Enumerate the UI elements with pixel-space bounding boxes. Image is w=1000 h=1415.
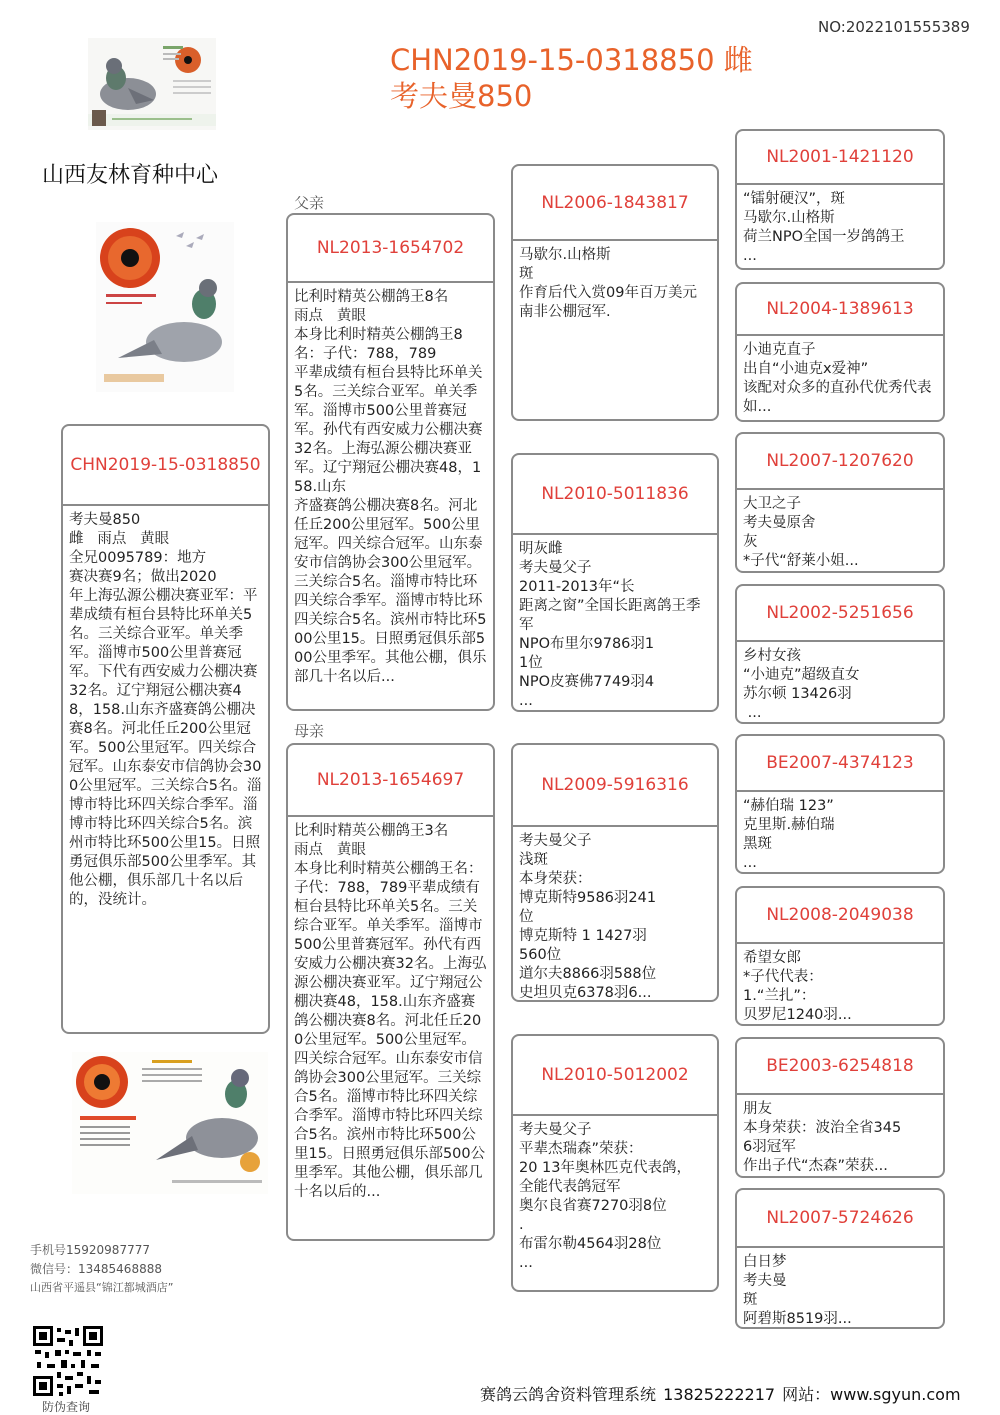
ancestor-poster-image <box>72 1052 268 1194</box>
great-grandparent-details: 希望女郎 *子代代表： 1.“兰扎”： 贝罗尼1240羽... <box>743 950 852 1023</box>
grandparent-details: 考夫曼父子 浅斑 本身荣获： 博克斯特9586羽241 位 博克斯特 1 1427羽 560位 道尔夫8866羽588位 史坦贝克6378羽6... <box>519 833 657 1001</box>
great-grandparent-details: 白日梦 考夫曼 斑 阿碧斯8519羽... <box>743 1254 852 1327</box>
grandparent-card-3 <box>511 743 719 1002</box>
great-grandparent-ring: NL2001-1421120 <box>737 131 943 185</box>
pigeon-poster-image <box>96 222 234 392</box>
great-grandparent-details: “镭射硬汉”，斑 马歇尔.山格斯 荷兰NPO全国一岁鸽鸽王 ... <box>743 191 905 264</box>
qr-code[interactable] <box>33 1326 103 1396</box>
mother-card <box>286 743 495 1241</box>
subject-ring: CHN2019-15-0318850 <box>63 426 268 506</box>
subject-card <box>61 424 270 1034</box>
great-grandparent-ring: NL2004-1389613 <box>737 284 943 336</box>
grandparent-card-4 <box>511 1034 719 1292</box>
great-grandparent-card-4 <box>735 584 945 724</box>
contact-address: 山西省平遥县“锦江都城酒店” <box>30 1281 174 1294</box>
great-grandparent-details: “赫伯瑞 123” 克里斯.赫伯瑞 黑斑 ... <box>743 798 835 871</box>
father-details: 比利时精英公棚鸽王8名 雨点 黄眼 本身比利时精英公棚鸽王8名：子代：788，789 平辈成绩有桓台县特比环单关5名。三关综合亚军。单关季军。淄博市500公里普赛冠军。孙代有西安威力公棚决赛32名。上海弘源公棚决赛亚军。辽宁翔冠公棚决赛48，158.山东 齐盛赛鸽公棚决赛8名。河北任丘200公里冠军。500公里冠军。四关综合冠军。山东泰安市信鸽协会300公里冠军。三关综合5名。淄博市特比环四关综合季军。淄博市特比环四关综合5名。滨州市特比环500公里15。日照勇冠俱乐部500公里季军。其他公棚，俱乐部几十名以后... <box>294 289 487 685</box>
great-grandparent-ring: NL2008-2049038 <box>737 888 943 944</box>
title-pigeon-name: 考夫曼850 <box>390 79 533 113</box>
document-number: NO:2022101555389 <box>818 18 970 36</box>
grandparent-ring: NL2006-1843817 <box>513 166 717 241</box>
pigeon-title <box>390 42 753 114</box>
great-grandparent-card-7 <box>735 1037 945 1178</box>
father-label: 父亲 <box>294 194 325 212</box>
qr-label: 防伪查询 <box>42 1400 91 1414</box>
contact-wechat: 微信号：13485468888 <box>30 1262 162 1276</box>
title-ring-number: CHN2019-15-0318850 雌 <box>390 43 753 77</box>
grandparent-details: 考夫曼父子 平辈杰瑞森”荣获： 20 13年奥林匹克代表鸽， 全能代表鸽冠军 奥尔良省赛7270羽8位 . 布雷尔勒4564羽28位 ... <box>519 1122 692 1271</box>
great-grandparent-details: 朋友 本身荣获：波治全省345 6羽冠军 作出子代“杰森”荣获... <box>743 1101 902 1174</box>
grandparent-ring: NL2010-5012002 <box>513 1036 717 1116</box>
subject-details: 考夫曼850 雌 雨点 黄眼 全兄0095789：地方 赛决赛9名；做出2020 年上海弘源公棚决赛亚军：平辈成绩有桓台县特比环单关5名。三关综合亚军。单关季军。淄博市500公里普赛冠军。下代有西安威力公棚决赛32名。辽宁翔冠公棚决赛48，158.山东齐盛赛鸽公棚决赛8名。河北任丘200公里冠军。500公里冠军。四关综合冠军。山东泰安市信鸽协会300公里冠军。三关综合5名。淄博市特比环四关综合季军。淄博市特比环四关综合5名。滨州市特比环500公里15。日照勇冠俱乐部500公里季军。其他公棚，俱乐部几十名以后的，没统计。 <box>69 512 262 908</box>
grandparent-details: 马歇尔.山格斯 斑 作育后代入赏09年百万美元南非公棚冠军. <box>519 247 697 320</box>
grandparent-card-2 <box>511 453 719 712</box>
great-grandparent-card-8 <box>735 1188 945 1329</box>
great-grandparent-card-5 <box>735 734 945 874</box>
great-grandparent-ring: NL2007-1207620 <box>737 434 943 490</box>
grandparent-ring: NL2010-5011836 <box>513 455 717 535</box>
grandparent-details: 明灰雌 考夫曼父子 2011-2013年“长 距离之窗”全国长距离鸽王季军 NPO布里尔9786羽1 1位 NPO皮赛佛7749羽4 ... <box>519 541 701 709</box>
great-grandparent-card-1 <box>735 129 945 270</box>
great-grandparent-card-2 <box>735 282 945 422</box>
grandparent-card-1 <box>511 164 719 421</box>
loft-name: 山西友林育种中心 <box>42 163 219 188</box>
great-grandparent-ring: NL2007-5724626 <box>737 1190 943 1248</box>
mother-ring: NL2013-1654697 <box>288 745 493 817</box>
top-pigeon-photo <box>88 38 216 130</box>
great-grandparent-card-3 <box>735 432 945 573</box>
great-grandparent-ring: BE2003-6254818 <box>737 1039 943 1095</box>
great-grandparent-ring: BE2007-4374123 <box>737 736 943 792</box>
great-grandparent-details: 乡村女孩 “小迪克”超级直女 苏尔顿 13426羽 ... <box>743 648 860 721</box>
father-ring: NL2013-1654702 <box>288 215 493 283</box>
mother-label: 母亲 <box>294 722 325 740</box>
great-grandparent-details: 大卫之子 考夫曼原舍 灰 *子代“舒莱小姐... <box>743 496 859 569</box>
great-grandparent-ring: NL2002-5251656 <box>737 586 943 642</box>
contact-phone: 手机号15920987777 <box>30 1243 150 1257</box>
footer-system-info: 赛鸽云鸽舍资料管理系统 13825222217 网站：www.sgyun.com <box>480 1385 961 1404</box>
grandparent-ring: NL2009-5916316 <box>513 745 717 827</box>
great-grandparent-details: 小迪克直子 出自“小迪克x爱神” 该配对众多的直孙代优秀代表如... <box>743 342 932 415</box>
great-grandparent-card-6 <box>735 886 945 1026</box>
father-card <box>286 213 495 711</box>
mother-details: 比利时精英公棚鸽王3名 雨点 黄眼 本身比利时精英公棚鸽王名：子代：788，789平辈成绩有桓台县特比环单关5名。三关综合亚军。单关季军。淄博市500公里普赛冠军。孙代有西安威力公棚决赛32名。上海弘源公棚决赛亚军。辽宁翔冠公棚决赛48，158.山东齐盛赛鸽公棚决赛8名。河北任丘200公里冠军。500公里冠军。四关综合冠军。山东泰安市信鸽协会300公里冠军。三关综合5名。淄博市特比环四关综合季军。淄博市特比环四关综合5名。滨州市特比环500公里15。日照勇冠俱乐部500公里季军。其他公棚，俱乐部几十名以后的... <box>294 823 487 1200</box>
